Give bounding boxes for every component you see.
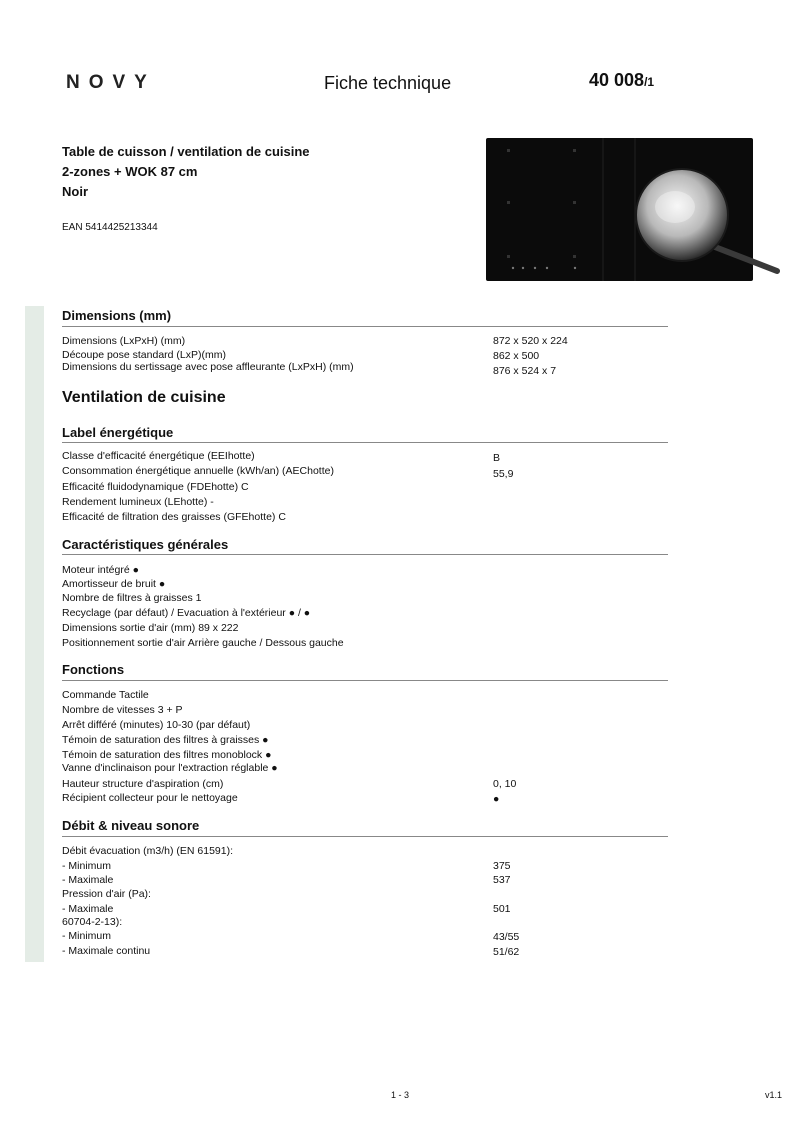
spec-label: Rendement lumineux (LEhotte) - — [62, 496, 214, 508]
spec-label: Pression d'air (Pa): — [62, 888, 151, 900]
spec-label: - Maximale — [62, 874, 114, 886]
spec-label: - Minimum — [62, 860, 111, 872]
spec-label: Découpe pose standard (LxP)(mm) — [62, 349, 226, 361]
spec-label: Commande Tactile — [62, 689, 149, 701]
spec-value: 51/62 — [493, 946, 520, 958]
spec-label: Recyclage (par défaut) / Evacuation à l'extérieur ● / ● — [62, 607, 311, 619]
spec-label: Efficacité fluidodynamique (FDEhotte) C — [62, 481, 249, 493]
spec-value: 43/55 — [493, 931, 520, 943]
spec-label: Nombre de filtres à graisses 1 — [62, 592, 202, 604]
spec-label: Amortisseur de bruit ● — [62, 578, 166, 590]
spec-value: 501 — [493, 903, 511, 915]
product-name-line-2: 2-zones + WOK 87 cm — [62, 164, 198, 179]
spec-label: Témoin de saturation des filtres monoblock ● — [62, 749, 272, 761]
spec-label: Dimensions du sertissage avec pose affleurante (LxPxH) (mm) — [62, 361, 354, 373]
spec-label: Classe d'efficacité énergétique (EEIhotte) — [62, 450, 255, 462]
section-title-flow: Débit & niveau sonore — [62, 818, 200, 833]
product-name-line-1: Table de cuisson / ventilation de cuisine — [62, 144, 310, 159]
hob-illustration — [485, 137, 780, 287]
section-title-ventilation: Ventilation de cuisine — [62, 389, 226, 406]
section-title-energy-label: Label énergétique — [62, 425, 174, 440]
spec-label: Dimensions sortie d'air (mm) 89 x 222 — [62, 622, 239, 634]
spec-label: - Maximale continu — [62, 945, 151, 957]
spec-label: 60704-2-13): — [62, 916, 123, 928]
spec-label: Dimensions (LxPxH) (mm) — [62, 335, 186, 347]
spec-label: Consommation énergétique annuelle (kWh/an) (AEChotte) — [62, 465, 334, 477]
spec-label: Vanne d'inclinaison pour l'extraction réglable ● — [62, 762, 278, 774]
spec-value: 55,9 — [493, 468, 514, 480]
spec-label: Arrêt différé (minutes) 10-30 (par défaut) — [62, 719, 251, 731]
spec-value: ● — [493, 793, 500, 805]
spec-label: Moteur intégré ● — [62, 564, 139, 576]
document-title: Fiche technique — [324, 73, 452, 93]
spec-value: 862 x 500 — [493, 350, 540, 362]
ean-code: EAN 5414425213344 — [62, 222, 158, 233]
document-revision: /1 — [644, 75, 655, 89]
spec-label: - Maximale — [62, 903, 114, 915]
document-version: v1.1 — [765, 1090, 783, 1100]
spec-label: Débit évacuation (m3/h) (EN 61591): — [62, 845, 233, 857]
section-divider — [62, 326, 668, 327]
sidebar-band — [25, 306, 44, 962]
section-title-functions: Fonctions — [62, 662, 125, 677]
spec-value: 872 x 520 x 224 — [493, 335, 568, 347]
section-divider — [62, 442, 668, 443]
spec-value: 0, 10 — [493, 778, 517, 790]
page-number: 1 - 3 — [391, 1090, 410, 1100]
spec-value: B — [493, 452, 501, 464]
document-number-main: 40 008 — [589, 70, 645, 90]
product-color: Noir — [62, 184, 88, 199]
spec-label: Hauteur structure d'aspiration (cm) — [62, 778, 224, 790]
spec-label: Nombre de vitesses 3 + P — [62, 704, 183, 716]
section-divider — [62, 680, 668, 681]
product-image — [485, 137, 780, 287]
section-divider — [62, 836, 668, 837]
spec-value: 375 — [493, 860, 511, 872]
spec-label: Récipient collecteur pour le nettoyage — [62, 792, 238, 804]
novy-logo: NOVY — [66, 72, 156, 93]
document-number — [589, 70, 654, 91]
section-divider — [62, 554, 668, 555]
section-title-general: Caractéristiques générales — [62, 537, 229, 552]
spec-value: 876 x 524 x 7 — [493, 365, 557, 377]
section-title-dimensions: Dimensions (mm) — [62, 308, 172, 323]
spec-label: Efficacité de filtration des graisses (GFEhotte) C — [62, 511, 286, 523]
spec-label: Positionnement sortie d'air Arrière gauche / Dessous gauche — [62, 637, 344, 649]
spec-label: - Minimum — [62, 930, 111, 942]
spec-value: 537 — [493, 874, 511, 886]
spec-label: Témoin de saturation des filtres à graisses ● — [62, 734, 269, 746]
